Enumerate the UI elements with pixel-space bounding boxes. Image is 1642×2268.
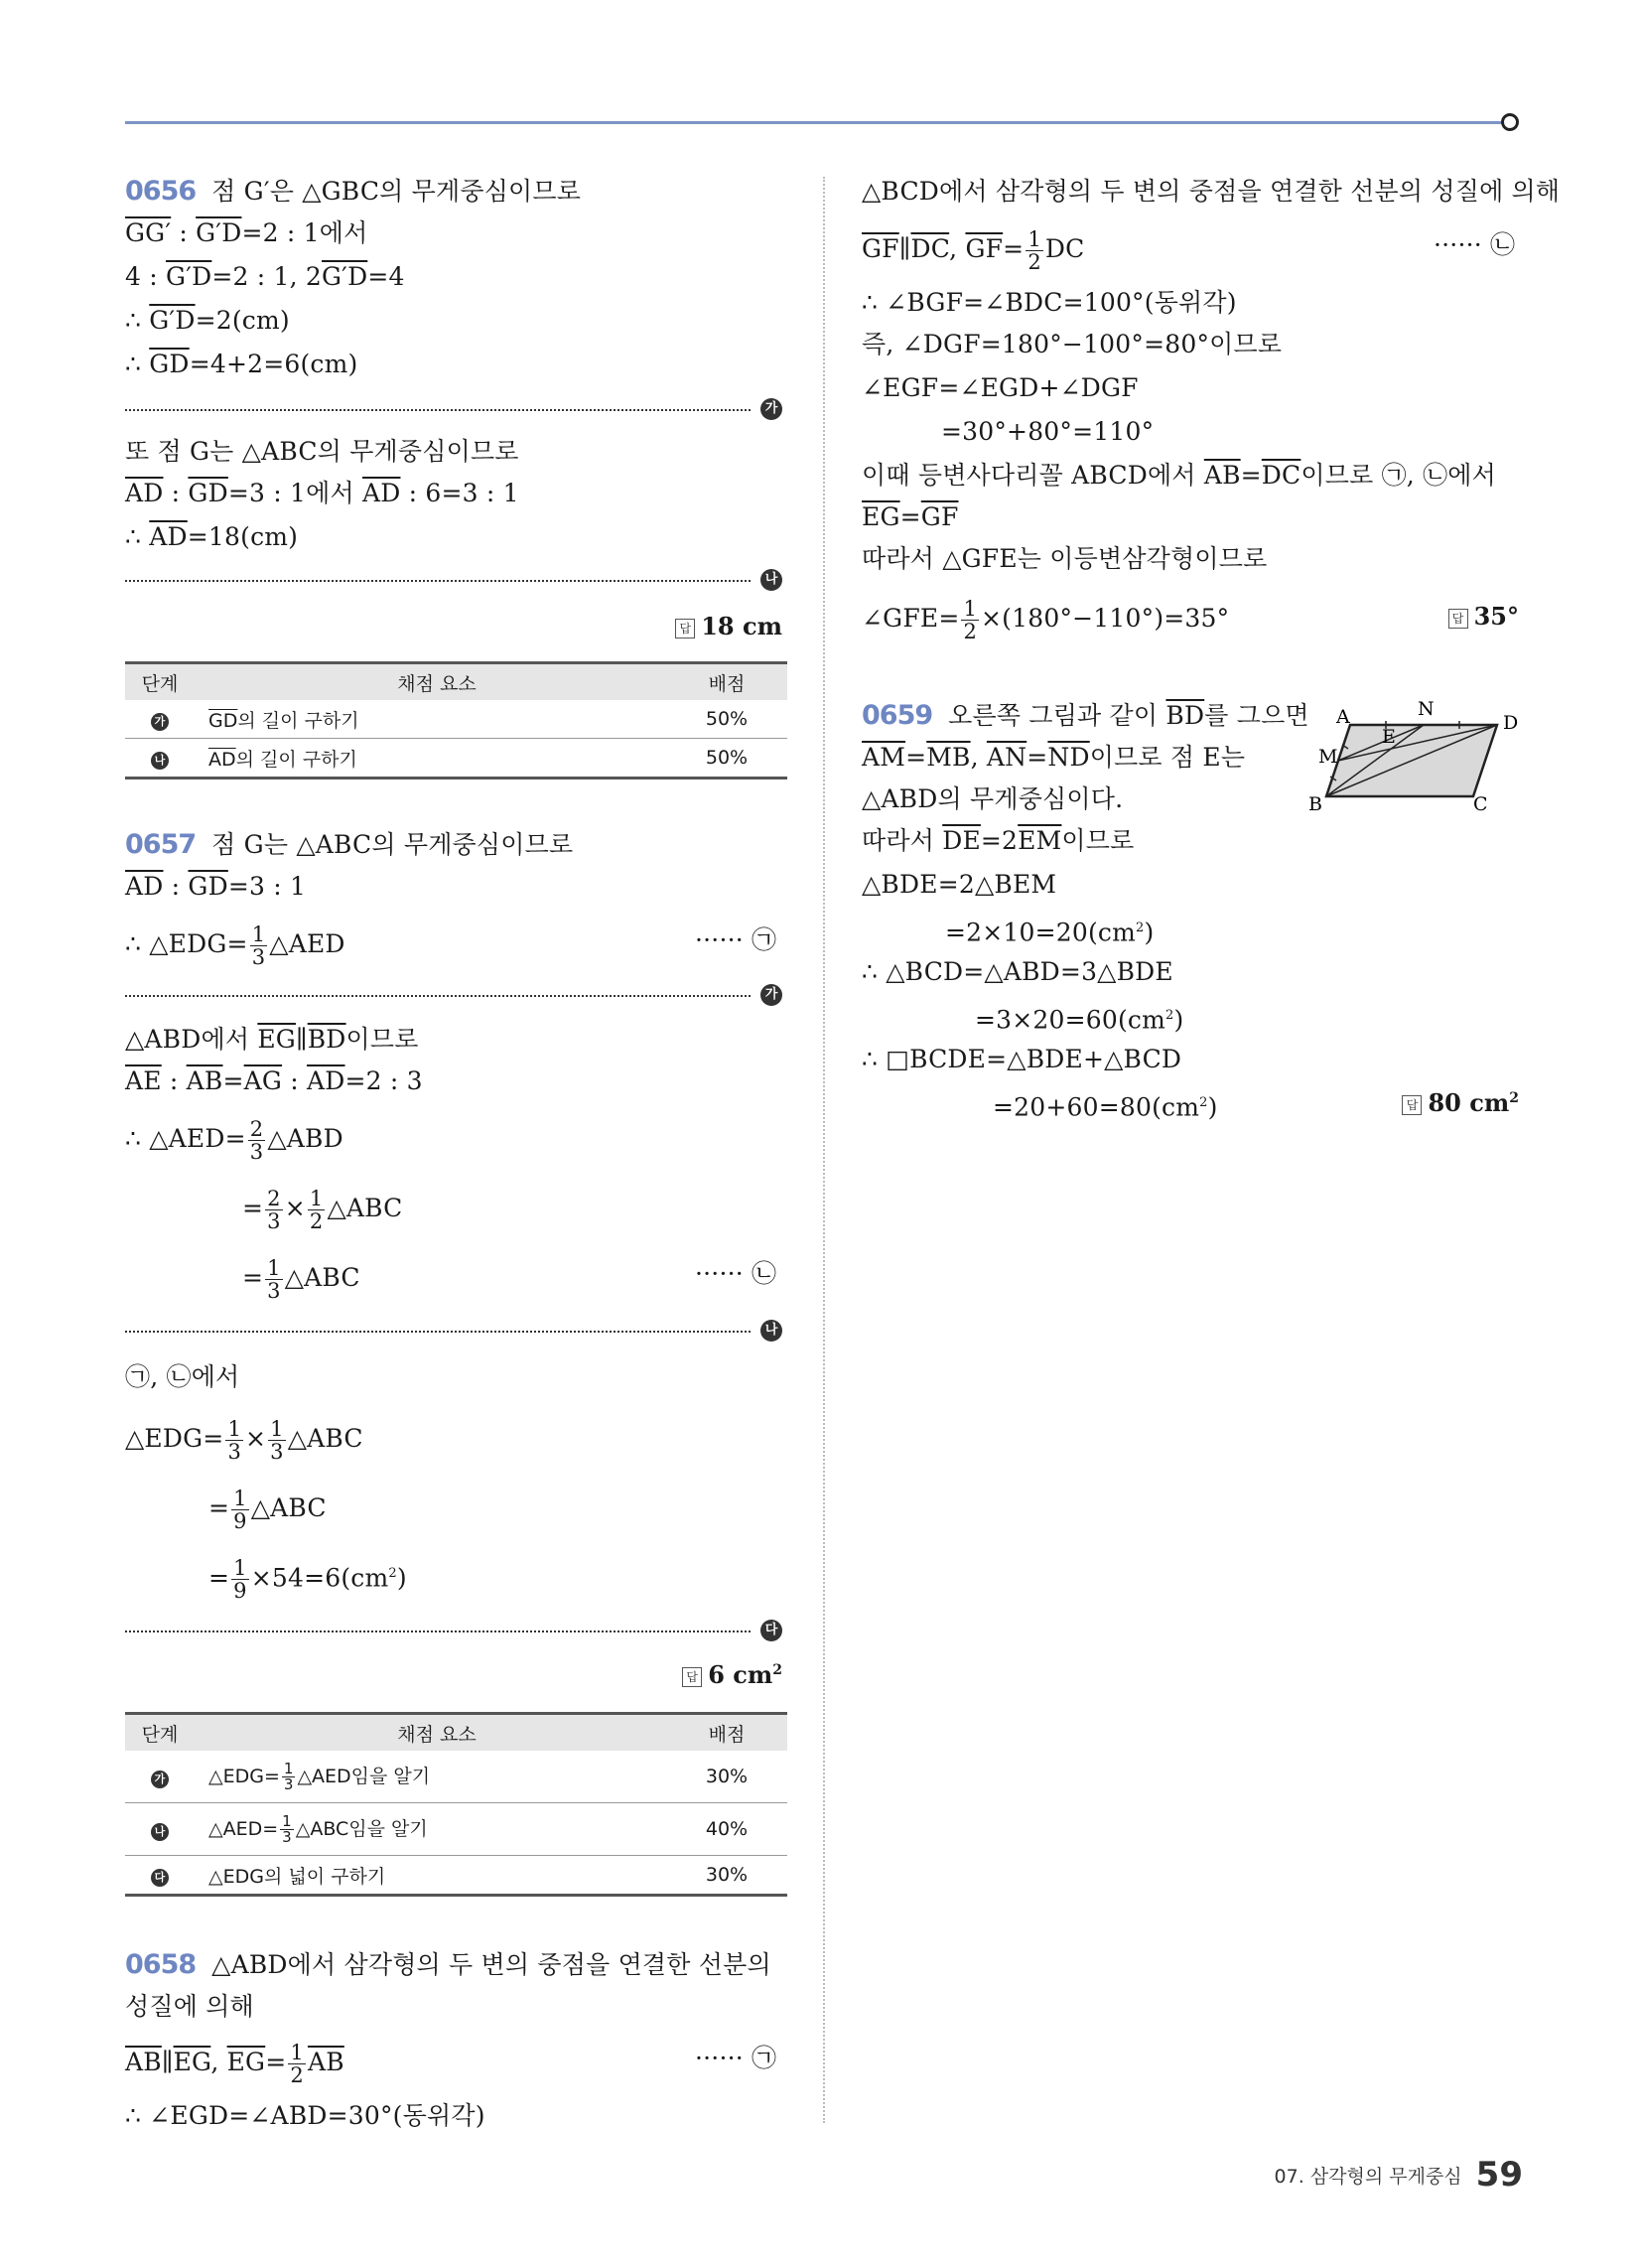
step-badge: 나 [760,569,782,591]
ref-mark: ······ ㉡ [695,1259,777,1288]
line: $\overline{GF}\parallel\overline{DC}$, $\overline{GF}=$ $\frac{1}{2}$ DC [862,227,1085,274]
line: ∴ ∠EGD=∠ABD=30°(동위각) [125,2101,485,2130]
answer-icon: 답 [675,619,695,638]
label-D: D [1503,712,1519,734]
table-row: 가 △EDG= $\frac{1}{3}$ △AED임을 알기 30% [125,1751,787,1803]
table-row: 나 $\overline{AD}$의 길이 구하기 50% [125,739,787,779]
ref-mark: ······ ㉠ [695,2044,777,2072]
chapter-title: 07. 삼각형의 무게중심 [1274,2165,1462,2188]
step-badge: 나 [760,1320,782,1342]
line: 이때 등변사다리꼴 ABCD에서 $\overline{AB}=\overline{DC}$이므로 ㉠, ㉡에서 [862,461,1496,490]
line: = $\frac{2}{3}$ × $\frac{1}{2}$ △ABC [242,1187,403,1233]
line: GG′ : G′D=2 : 1에서 [125,218,368,247]
step-badge: 가 [760,984,782,1006]
step-badge: 가 [760,398,782,420]
problem-number: 0657 [125,829,197,860]
line: = $\frac{1}{9}$ △ABC [208,1487,327,1533]
label-C: C [1473,793,1488,814]
line: ∴ $\overline{AD}=18(cm)$ [125,522,299,551]
line: ∠GFE= $\frac{1}{2}$ ×(180°−110°)=35° [862,597,1230,643]
answer-icon: 답 [1402,1095,1422,1115]
rubric-table: 단계 채점 요소 배점 가 $\overline{GD}$의 길이 구하기 50% 나 $\overline{AD}$의 길이 구하기 50% [125,661,787,780]
line: $\overline{AM}=\overline{MB}$, $\overline{AN}=\overline{ND}$이므로 점 E는 [862,743,1246,772]
dotted-separator [125,995,751,997]
ref-mark: ······ ㉡ [1434,230,1516,259]
step-badge: 다 [760,1620,782,1641]
label-B: B [1308,793,1322,814]
line: =30°+80°=110° [941,417,1155,446]
page-number: 59 [1475,2155,1523,2195]
dotted-separator [125,580,751,582]
answer: 답 80 $cm^2$ [1402,1088,1519,1117]
answer-icon: 답 [682,1667,702,1687]
line: ∴ △BCD=△ABD=3△BDE [862,957,1173,986]
line: 4 : G′D=2 : 1, 2G′D=4 [125,262,405,291]
line: 0657 점 G는 △ABC의 무게중심이므로 [125,829,574,860]
line: ∴ $\overline{GD}=4+2=6(cm)$ [125,350,358,378]
line: ㉠, ㉡에서 [125,1362,240,1391]
problem-number: 0658 [125,1949,197,1980]
header-rule [125,121,1511,124]
answer-icon: 답 [1448,609,1468,629]
line: $\overline{EG}=\overline{GF}$ [862,502,959,531]
line: 따라서 $\overline{DE}=2\overline{EM}$이므로 [862,826,1135,855]
line: △ABD에서 $\overline{EG}\parallel\overline{BD}$이므로 [125,1025,419,1054]
line: $\overline{AD}$ : $\overline{GD}=3$ : 1 [125,872,307,901]
line: ∴ △AED= $\frac{2}{3}$ △ABD [125,1117,343,1164]
label-A: A [1336,706,1350,728]
line: 0659 오른쪽 그림과 같이 $\overline{BD}$를 그으면 [862,700,1309,731]
answer: 답 6 $cm^2$ [682,1660,782,1689]
line: 또 점 G는 △ABC의 무게중심이므로 [125,437,519,466]
line: $=2\times 10=20(cm^2)$ [945,918,1155,947]
line: $\overline{AE}$ : $\overline{AB}=\overline{AG}$ : $\overline{AD}=2$ : 3 [125,1066,423,1095]
parallelogram-figure [1308,695,1523,814]
header-dot [1501,113,1519,131]
page-footer [1275,2155,1523,2195]
problem-number: 0659 [862,700,933,731]
line: = $\frac{1}{3}$ △ABC [242,1256,360,1303]
line: △BDE=2△BEM [862,870,1057,899]
table-row: 나 △AED= $\frac{1}{3}$ △ABC임을 알기 40% [125,1803,787,1856]
line: = $\frac{1}{9}$ $\times 54=6(cm^2)$ [208,1556,407,1604]
line: 성질에 의해 [125,1992,254,2021]
problem-number: 0656 [125,176,197,207]
line: ∠EGF=∠EGD+∠DGF [862,373,1139,402]
line: 즉, ∠DGF=180°−100°=80°이므로 [862,330,1283,358]
line: ∴ G′D=2(cm) [125,306,290,335]
answer: 답 35° [1448,602,1519,631]
dotted-separator [125,1630,751,1632]
line: ∴ ∠BGF=∠BDC=100°(동위각) [862,288,1237,317]
table-row: 다 △EDG의 넓이 구하기 30% [125,1856,787,1896]
ref-mark: ······ ㉠ [695,925,777,954]
table-row: 가 $\overline{GD}$의 길이 구하기 50% [125,700,787,739]
rubric-table: 단계 채점 요소 배점 가 △EDG= $\frac{1}{3}$ △AED임을 알기 30% 나 △AED= $\frac{1}{3}$ △ABC임을 알기 40% 다 △EDG의 넓이 구하기 30% [125,1712,787,1897]
line: $=3\times 20=60(cm^2)$ [975,1005,1184,1035]
dotted-separator [125,409,751,411]
answer: 답 18 cm [675,612,782,640]
label-E: E [1382,726,1396,748]
column-divider [823,177,825,2123]
line: $\overline{AB}\parallel\overline{EG}$, $\overline{EG}=$ $\frac{1}{2}$ $\overline{AB}$ [125,2041,344,2087]
line: △EDG= $\frac{1}{3}$ × $\frac{1}{3}$ △ABC [125,1417,363,1464]
label-N: N [1418,698,1435,720]
line: ∴ △EDG= $\frac{1}{3}$ △AED [125,922,345,969]
line: △BCD에서 삼각형의 두 변의 중점을 연결한 선분의 성질에 의해 [862,177,1561,206]
line: 따라서 △GFE는 이등변삼각형이므로 [862,544,1268,573]
line: △ABD의 무게중심이다. [862,784,1124,813]
line: 0658 △ABD에서 삼각형의 두 변의 중점을 연결한 선분의 [125,1949,771,1980]
line: ∴ □BCDE=△BDE+△BCD [862,1045,1182,1073]
dotted-separator [125,1331,751,1333]
line: $\overline{AD}$ : $\overline{GD}=3$ : 1에서 $\overline{AD}$ : 6=3 : 1 [125,479,519,507]
line: $=20+60=80(cm^2)$ [993,1092,1218,1122]
label-M: M [1318,746,1338,768]
line: 0656 점 G′은 △GBC의 무게중심이므로 [125,176,582,207]
